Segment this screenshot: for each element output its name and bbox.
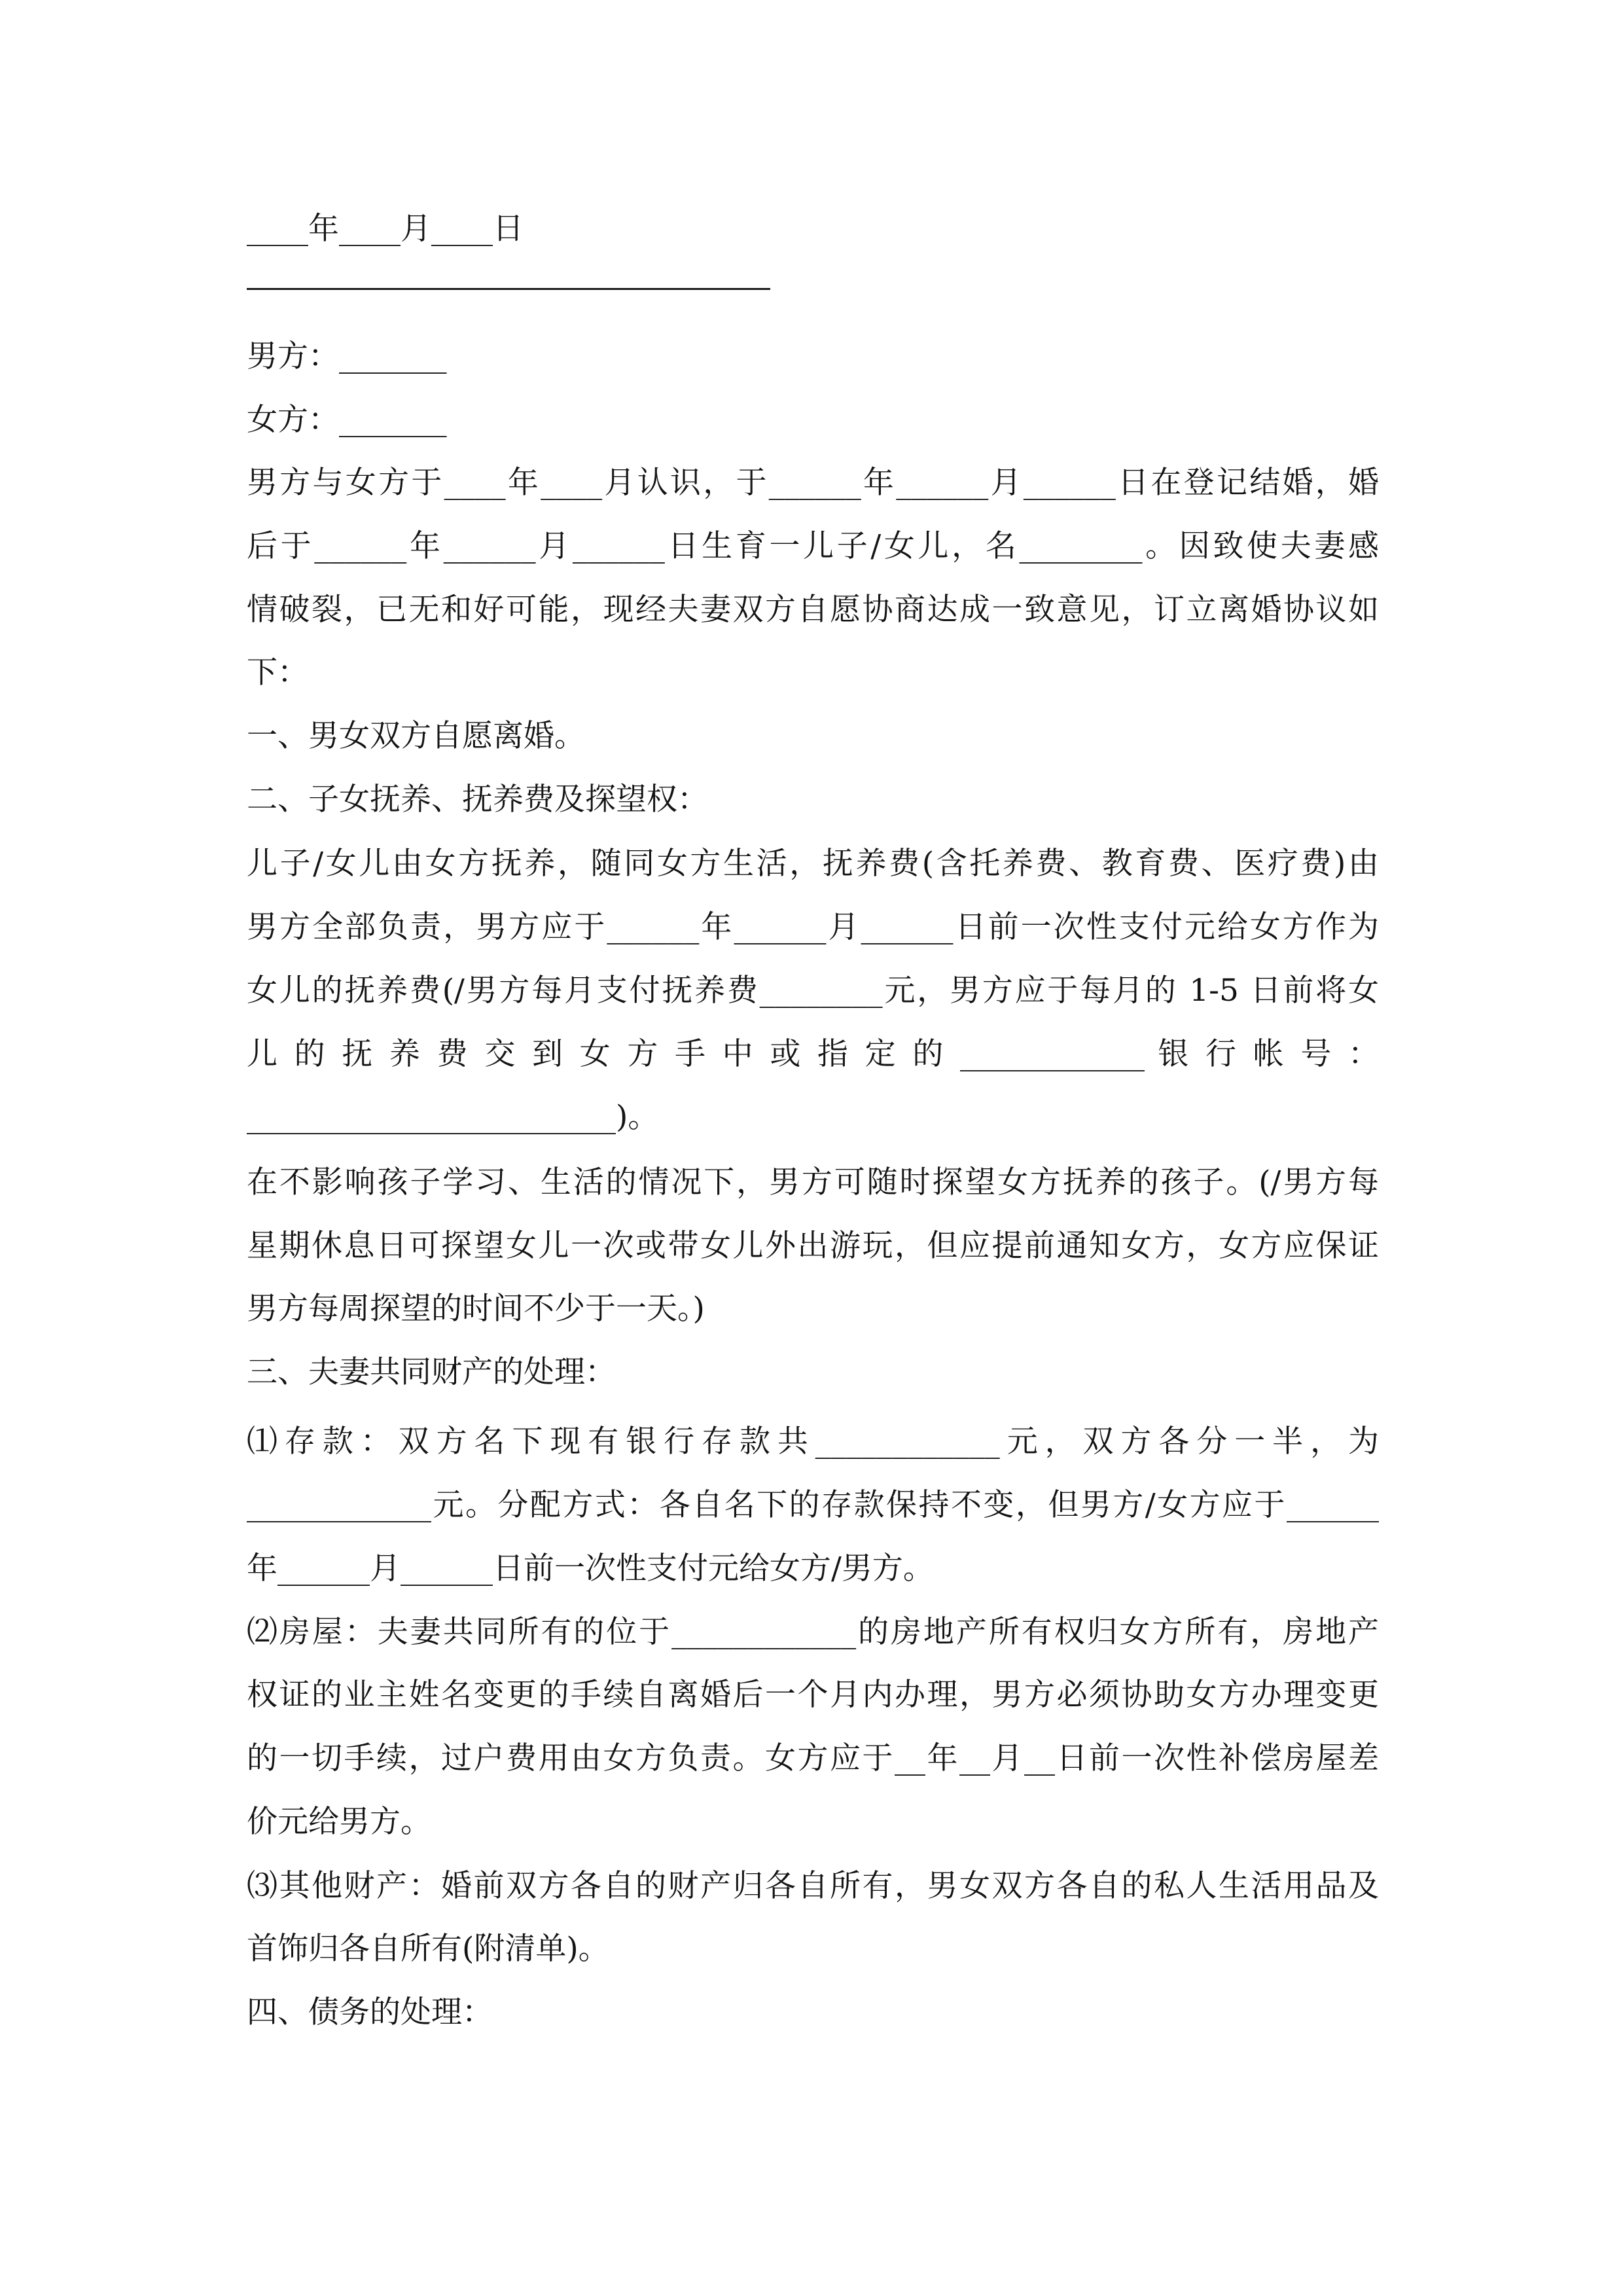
wife-label: 女方：_______ xyxy=(247,402,447,438)
other-property-line-2: 首饰归各自所有(附清单)。 xyxy=(247,1931,609,1967)
custody-line-4: 儿 的 抚 养 费 交 到 女 方 手 中 或 指 定 的 ____________ 银 行 帐 号 ： xyxy=(247,1036,1379,1072)
house-line-2: 权证的业主姓名变更的手续自离婚后一个月内办理，男方必须协助女方办理变更 xyxy=(247,1677,1379,1713)
section-3-heading: 三、夫妻共同财产的处理： xyxy=(247,1354,616,1390)
separator-rule xyxy=(247,288,770,290)
visitation-line-2: 星期休息日可探望女儿一次或带女儿外出游玩，但应提前通知女方，女方应保证 xyxy=(247,1228,1379,1264)
intro-line-1: 男方与女方于____年____月认识，于______年______月______日在登记结婚，婚 xyxy=(247,465,1379,501)
house-line-4: 价元给男方。 xyxy=(247,1804,431,1840)
section-4-heading: 四、债务的处理： xyxy=(247,1994,493,2030)
house-line-3: 的一切手续，过户费用由女方负责。女方应于__年__月__日前一次性补偿房屋差 xyxy=(247,1740,1379,1776)
intro-line-4: 下： xyxy=(247,655,308,691)
other-property-line-1: ⑶其他财产：婚前双方各自的财产归各自所有，男女双方各自的私人生活用品及 xyxy=(247,1868,1379,1904)
intro-line-2: 后于______年______月______日生育一儿子/女儿，名________。因致使夫妻感 xyxy=(247,528,1379,564)
date-line: ____年____月____日 xyxy=(247,211,524,247)
custody-line-1: 儿子/女儿由女方抚养，随同女方生活，抚养费(含托养费、教育费、医疗费)由 xyxy=(247,846,1379,882)
deposit-line-1: ⑴存款：双方名下现有银行存款共____________元，双方各分一半，为 xyxy=(247,1424,1379,1460)
visitation-line-3: 男方每周探望的时间不少于一天。) xyxy=(247,1291,705,1327)
custody-line-3: 女儿的抚养费(/男方每月支付抚养费________元，男方应于每月的 1-5 日前将女 xyxy=(247,973,1379,1009)
deposit-line-2: ____________元。分配方式：各自名下的存款保持不变，但男方/女方应于______ xyxy=(247,1487,1379,1523)
deposit-line-3: 年______月______日前一次性支付元给女方/男方。 xyxy=(247,1551,934,1587)
intro-line-3: 情破裂，已无和好可能，现经夫妻双方自愿协商达成一致意见，订立离婚协议如 xyxy=(247,592,1379,628)
husband-label: 男方：_______ xyxy=(247,338,447,374)
custody-line-2: 男方全部负责，男方应于______年______月______日前一次性支付元给女方作为 xyxy=(247,909,1379,945)
visitation-line-1: 在不影响孩子学习、生活的情况下，男方可随时探望女方抚养的孩子。(/男方每 xyxy=(247,1164,1379,1200)
house-line-1: ⑵房屋：夫妻共同所有的位于____________的房地产所有权归女方所有，房地产 xyxy=(247,1614,1379,1650)
section-2-heading: 二、子女抚养、抚养费及探望权： xyxy=(247,781,708,817)
section-1-heading: 一、男女双方自愿离婚。 xyxy=(247,718,585,754)
custody-line-5: ________________________)。 xyxy=(247,1099,659,1135)
